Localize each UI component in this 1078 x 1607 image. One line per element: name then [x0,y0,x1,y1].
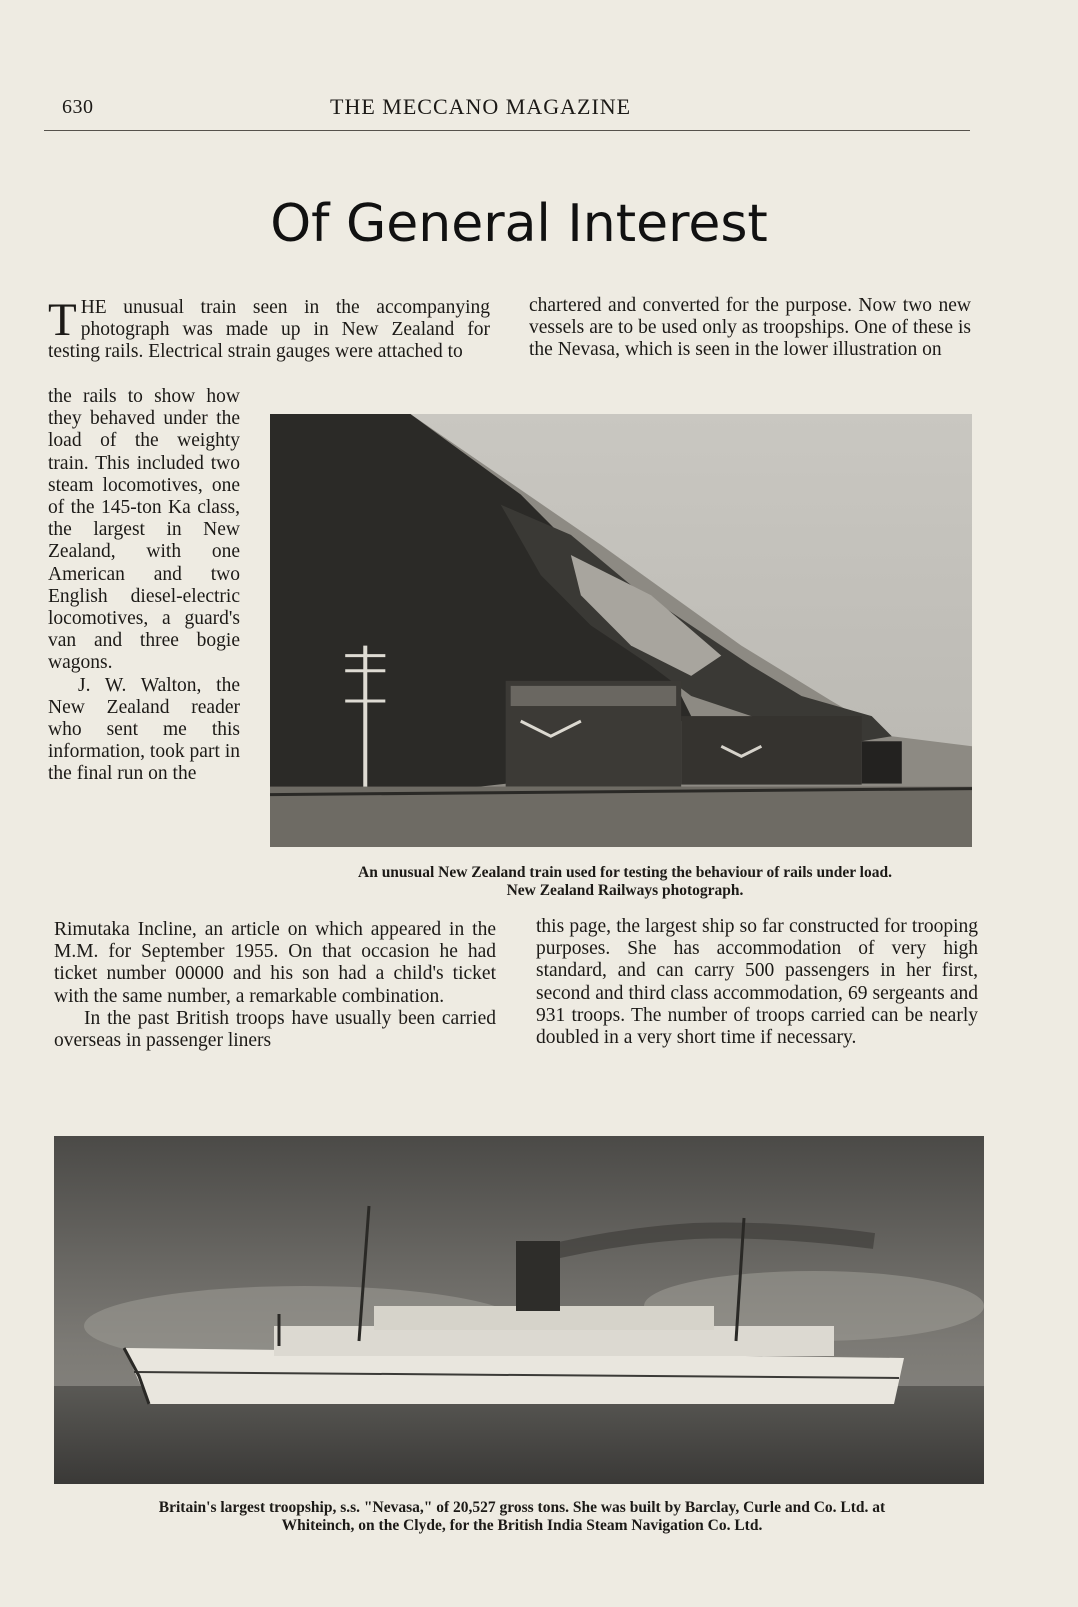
train-photograph [270,414,972,847]
article-title: Of General Interest [270,194,768,254]
ship-photograph [54,1136,984,1484]
train-caption [272,864,978,900]
paragraph-nevasa: this page, the largest ship so far constructed for trooping purposes. She has accommodation of very high standard, and can carry 500 passengers in her first, second and third class accommodation, 69 sergeants and 931 troops. The number of troops carried can be nearly doubled in a very short time if necessary. [536,916,978,1049]
column-1-narrow [48,386,240,786]
column-1-bottom [54,919,496,1052]
train-caption-line-1: An unusual New Zealand train used for testing the behaviour of rails under load. [358,864,892,881]
header-rule [44,130,970,131]
train-caption-line-2: New Zealand Railways photograph. [506,882,744,899]
paragraph-walton: J. W. Walton, the New Zealand reader who sent me this information, took part in the final run on the [48,674,240,785]
ship-caption-line-1: Britain's largest troopship, s.s. "Nevasa," of 20,527 gross tons. She was built by Barclay, Curle and Co. Ltd. at [158,1499,886,1516]
ship-caption-line-2: Whiteinch, on the Clyde, for the British India Steam Navigation Co. Ltd. [281,1517,763,1534]
column-2-top [529,295,971,362]
column-1-top [48,294,490,364]
paragraph-intro [48,294,490,364]
magazine-title: THE MECCANO MAGAZINE [330,94,632,119]
ship-caption [54,1499,990,1535]
page-number: 630 [62,96,94,118]
paragraph-troops: In the past British troops have usually been carried overseas in passenger liners [54,1007,496,1052]
paragraph-rimutaka: Rimutaka Incline, an article on which appeared in the M.M. for September 1955. On that occasion he had ticket number 00000 and his son had a child's ticket with the same number, a remarkable combination. [54,919,496,1007]
ship-photo-image [54,1136,984,1484]
column-2-bottom [536,916,978,1049]
paragraph-chartered: chartered and converted for the purpose. Now two new vessels are to be used only as troopships. One of these is the Nevasa, which is seen in the lower illustration on [529,295,971,361]
paragraph-narrow: the rails to show how they behaved under the load of the weighty train. This included two steam locomotives, one of the 145-ton Ka class, the largest in New Zealand, with one American and two English diesel-electric locomotives, a guard's van and three bogie wagons. [48,386,240,674]
train-photo-image [270,414,972,847]
drop-cap: T [48,294,77,346]
intro-text: HE unusual train seen in the accompanying photograph was made up in New Zealand for testing rails. Electrical strain gauges were attached to [48,297,490,363]
